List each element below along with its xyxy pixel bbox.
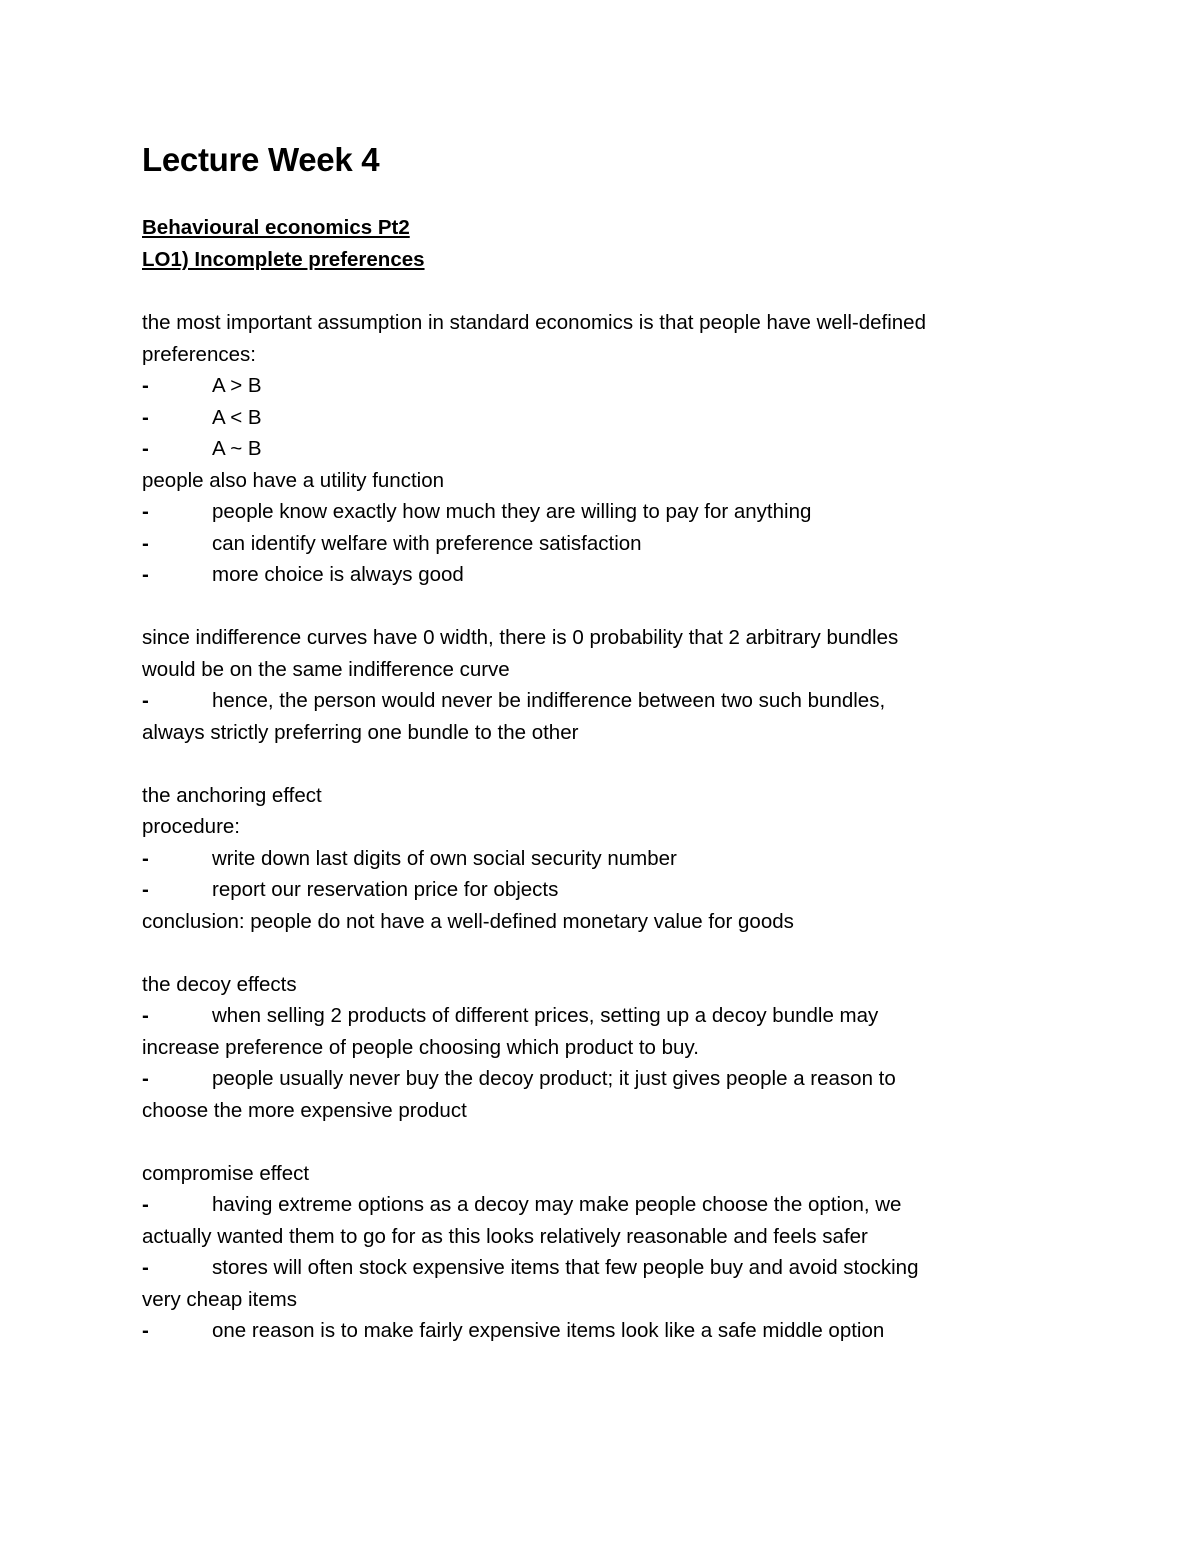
list-item-text: report our reservation price for objects — [212, 878, 559, 902]
list-item — [142, 1063, 1102, 1095]
list-item-text: more choice is always good — [212, 563, 464, 587]
paragraph-line: since indifference curves have 0 width, there is 0 probability that 2 arbitrary bundles — [142, 626, 899, 650]
list-item-continuation: actually wanted them to go for as this looks relatively reasonable and feels safer — [142, 1224, 868, 1248]
list-item — [142, 1000, 1102, 1032]
list-item — [142, 528, 1102, 560]
bullet-mark: - — [142, 374, 149, 398]
list-item — [142, 1252, 1102, 1284]
section-title: the decoy effects — [142, 972, 297, 996]
spacer — [142, 937, 1102, 969]
list-item-text: one reason is to make fairly expensive items look like a safe middle option — [212, 1319, 885, 1343]
paragraph-line: would be on the same indifference curve — [142, 657, 510, 681]
list-item-text: people usually never buy the decoy product; it just gives people a reason to — [212, 1067, 896, 1091]
list-item-text: people know exactly how much they are willing to pay for anything — [212, 500, 812, 524]
section-title: the anchoring effect — [142, 783, 322, 807]
list-item — [142, 685, 1102, 717]
section-title: compromise effect — [142, 1161, 310, 1185]
list-item-text: A > B — [212, 374, 262, 398]
bullet-mark: - — [142, 1193, 149, 1217]
paragraph-line: procedure: — [142, 815, 241, 839]
list-item-text: A < B — [212, 405, 262, 429]
spacer — [142, 276, 1102, 308]
list-item — [142, 874, 1102, 906]
list-item — [142, 433, 1102, 465]
bullet-mark: - — [142, 1256, 149, 1280]
bullet-mark: - — [142, 846, 149, 870]
paragraph-line: conclusion: people do not have a well-defined monetary value for goods — [142, 909, 794, 933]
heading-topic: Behavioural economics Pt2 — [142, 215, 410, 239]
bullet-mark: - — [142, 500, 149, 524]
list-item — [142, 1189, 1102, 1221]
bullet-mark: - — [142, 531, 149, 555]
bullet-mark: - — [142, 689, 149, 713]
list-item-continuation: always strictly preferring one bundle to the other — [142, 720, 579, 744]
list-item-continuation: choose the more expensive product — [142, 1098, 467, 1122]
list-item-text: stores will often stock expensive items that few people buy and avoid stocking — [212, 1256, 919, 1280]
list-item-text: can identify welfare with preference satisfaction — [212, 531, 642, 555]
list-item-text: when selling 2 products of different prices, setting up a decoy bundle may — [212, 1004, 879, 1028]
paragraph-line: the most important assumption in standard economics is that people have well-defined — [142, 311, 926, 335]
spacer — [142, 591, 1102, 623]
heading-learning-objective: LO1) Incomplete preferences — [142, 247, 425, 271]
bullet-mark: - — [142, 1067, 149, 1091]
list-item — [142, 370, 1102, 402]
document-title: Lecture Week 4 — [142, 141, 380, 178]
list-item-continuation: very cheap items — [142, 1287, 297, 1311]
list-item-continuation: increase preference of people choosing which product to buy. — [142, 1035, 699, 1059]
list-item — [142, 496, 1102, 528]
list-item — [142, 843, 1102, 875]
bullet-mark: - — [142, 563, 149, 587]
list-item — [142, 402, 1102, 434]
bullet-mark: - — [142, 878, 149, 902]
list-item-text: write down last digits of own social security number — [212, 846, 677, 870]
document-page — [142, 140, 1102, 1347]
spacer — [142, 748, 1102, 780]
list-item-text: having extreme options as a decoy may make people choose the option, we — [212, 1193, 902, 1217]
bullet-mark: - — [142, 405, 149, 429]
list-item — [142, 559, 1102, 591]
list-item — [142, 1315, 1102, 1347]
bullet-mark: - — [142, 1004, 149, 1028]
spacer — [142, 1126, 1102, 1158]
bullet-mark: - — [142, 437, 149, 461]
list-item-text: hence, the person would never be indifference between two such bundles, — [212, 689, 886, 713]
paragraph-line: people also have a utility function — [142, 468, 445, 492]
list-item-text: A ~ B — [212, 437, 262, 461]
bullet-mark: - — [142, 1319, 149, 1343]
paragraph-line: preferences: — [142, 342, 256, 366]
